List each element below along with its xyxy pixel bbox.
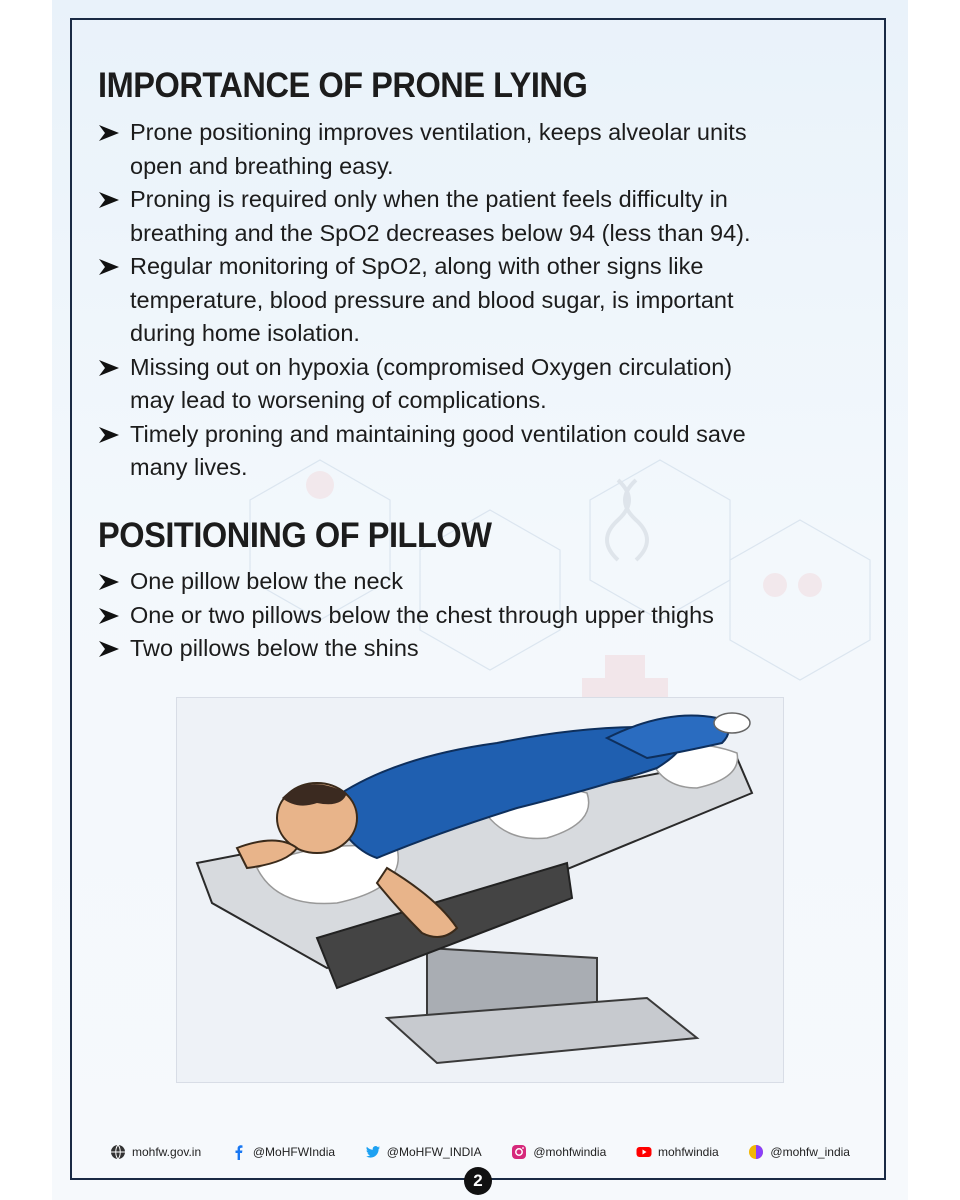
prone-lying-item — [98, 183, 858, 250]
prone-lying-item-line: Timely proning and maintaining good ventilation could save — [130, 420, 746, 447]
twitter-text: @MoHFW_INDIA — [386, 1145, 482, 1159]
prone-position-illustration — [176, 697, 784, 1083]
facebook-link[interactable] — [231, 1144, 335, 1160]
koo-link[interactable] — [748, 1144, 850, 1160]
pillow-item-line: One or two pillows below the chest through upper thighs — [130, 601, 714, 628]
prone-lying-item-line: breathing and the SpO2 decreases below 94 (less than 94). — [130, 219, 751, 246]
globe-icon — [110, 1144, 126, 1160]
koo-icon — [748, 1144, 764, 1160]
twitter-link[interactable] — [365, 1144, 482, 1160]
prone-lying-item-line: Proning is required only when the patient feels difficulty in — [130, 186, 728, 212]
pillow-item — [98, 599, 858, 633]
koo-text: @mohfw_india — [770, 1145, 850, 1159]
prone-lying-item-line: Prone positioning improves ventilation, keeps alveolar units — [130, 119, 747, 145]
prone-lying-item-line: many lives. — [130, 454, 248, 480]
arrowhead-bullet-icon — [98, 607, 120, 625]
arrowhead-bullet-icon — [98, 191, 120, 209]
prone-lying-item — [98, 418, 858, 485]
arrowhead-bullet-icon — [98, 258, 120, 276]
section-heading-pillow: POSITIONING OF PILLOW — [98, 516, 492, 555]
facebook-text: @MoHFWIndia — [252, 1145, 336, 1159]
pillow-item — [98, 565, 858, 599]
arrowhead-bullet-icon — [98, 573, 120, 591]
prone-patient-on-table-image — [177, 698, 783, 1082]
prone-lying-list — [98, 116, 858, 485]
pillow-item-line: One pillow below the neck — [130, 568, 404, 594]
twitter-icon — [365, 1144, 381, 1160]
prone-lying-item — [98, 250, 858, 351]
arrowhead-bullet-icon — [98, 359, 120, 377]
page-number-badge: 2 — [464, 1167, 492, 1195]
youtube-icon — [636, 1144, 652, 1160]
section-heading-prone-lying: IMPORTANCE OF PRONE LYING — [98, 66, 588, 105]
instagram-text: @mohfwindia — [533, 1145, 607, 1159]
pillow-list — [98, 565, 858, 666]
pillow-item-line: Two pillows below the shins — [130, 635, 419, 661]
arrowhead-bullet-icon — [98, 124, 120, 142]
arrowhead-bullet-icon — [98, 640, 120, 658]
prone-lying-item — [98, 116, 858, 183]
prone-lying-item-line: Regular monitoring of SpO2, along with other signs like — [130, 253, 704, 279]
website-link[interactable] — [110, 1144, 201, 1160]
pillow-item — [98, 632, 858, 666]
prone-lying-item-line: temperature, blood pressure and blood sugar, is important — [130, 286, 734, 313]
prone-lying-item-line: during home isolation. — [130, 320, 360, 346]
prone-lying-item — [98, 351, 858, 418]
prone-lying-item-line: open and breathing easy. — [130, 152, 394, 179]
instagram-icon — [511, 1144, 527, 1160]
footer-links — [110, 1140, 850, 1164]
arrowhead-bullet-icon — [98, 426, 120, 444]
youtube-link[interactable] — [636, 1144, 719, 1160]
facebook-icon — [231, 1144, 247, 1160]
instagram-link[interactable] — [511, 1144, 606, 1160]
prone-lying-item-line: Missing out on hypoxia (compromised Oxygen circulation) — [130, 353, 733, 380]
website-text: mohfw.gov.in — [132, 1145, 202, 1159]
youtube-text: mohfwindia — [657, 1145, 719, 1159]
prone-lying-item-line: may lead to worsening of complications. — [130, 387, 547, 413]
